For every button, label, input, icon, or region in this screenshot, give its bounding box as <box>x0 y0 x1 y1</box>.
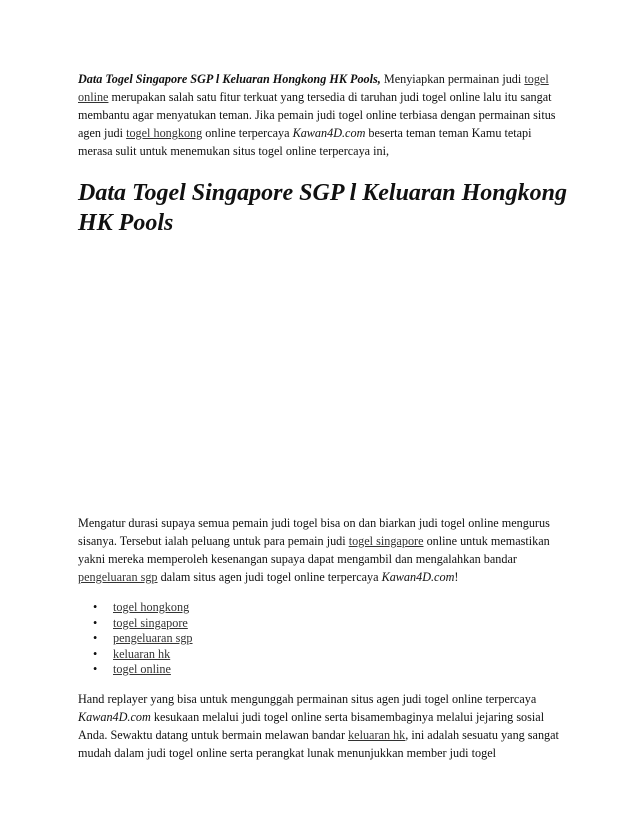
list-item <box>93 615 568 632</box>
intro-text-3: online terpercaya <box>202 126 293 140</box>
bullet-icon: • <box>93 615 98 630</box>
list-item <box>93 631 568 647</box>
bullet-icon: • <box>93 662 98 676</box>
list-link-pengeluaran-sgp[interactable]: pengeluaran sgp <box>113 631 193 645</box>
p2-text-2: online untuk memastikan yakni mereka memperoleh kesenangan supaya dapat mengambil dan mengalahkan bandar <box>78 534 550 566</box>
p3-text-3: , ini adalah sesuatu yang sangat mudah dalam judi togel online serta perangkat lunak menunjukkan member judi togel <box>78 727 559 760</box>
bullet-icon: • <box>93 631 98 645</box>
intro-title: Data Togel Singapore SGP l Keluaran Hongkong HK Pools, <box>78 72 381 86</box>
list-item <box>93 646 568 663</box>
brand-name: Kawan4D.com <box>78 709 151 724</box>
list-link-togel-singapore[interactable]: togel singapore <box>113 615 188 630</box>
link-togel-online[interactable]: togel online <box>78 72 549 104</box>
bullet-icon: • <box>93 646 98 661</box>
list-item <box>93 600 568 616</box>
link-togel-singapore[interactable]: togel singapore <box>348 534 424 548</box>
brand-name: Kawan4D.com <box>292 126 366 140</box>
p3-text-2: kesukaan melalui judi togel online serta bisamembaginya melalui jejaring sosial Anda. Sewaktu datang untuk bermain melawan bandar <box>78 709 545 742</box>
body-paragraph-2 <box>78 514 568 586</box>
list-link-togel-online[interactable]: togel online <box>113 662 171 676</box>
body-paragraph-3 <box>78 690 568 762</box>
intro-text-2: merupakan salah satu fitur terkuat yang tersedia di taruhan judi togel online lalu itu sangat membantu agar menyatukan teman. Jika pemain judi togel online terbiasa dengan permainan situs agen judi <box>78 90 556 140</box>
brand-name: Kawan4D.com <box>381 570 455 584</box>
link-togel-hongkong[interactable]: togel hongkong <box>126 126 203 140</box>
document-page <box>78 70 568 762</box>
blank-space <box>78 238 568 514</box>
intro-paragraph <box>78 70 568 160</box>
list-link-keluaran-hk[interactable]: keluaran hk <box>113 646 171 661</box>
list-link-togel-hongkong[interactable]: togel hongkong <box>113 600 190 614</box>
intro-text-1: Menyiapkan permainan judi <box>380 72 525 86</box>
bullet-icon: • <box>93 600 98 614</box>
intro-text-4: beserta teman teman Kamu tetapi merasa sulit untuk menemukan situs togel online terpercaya ini, <box>78 126 532 158</box>
link-keluaran-hk[interactable]: keluaran hk <box>348 727 406 742</box>
list-item <box>93 662 568 678</box>
p2-text-3: dalam situs agen judi togel online terpercaya <box>157 570 382 584</box>
page-heading: Data Togel Singapore SGP l Keluaran Hongkong HK Pools <box>78 180 567 236</box>
link-pengeluaran-sgp[interactable]: pengeluaran sgp <box>78 570 158 584</box>
p3-text-1: Hand replayer yang bisa untuk mengunggah permainan situs agen judi togel online terpercaya <box>78 691 537 706</box>
link-list <box>78 600 568 678</box>
p2-text-1: Mengatur durasi supaya semua pemain judi togel bisa on dan biarkan judi togel online mengurus sisanya. Tersebut ialah peluang untuk para pemain judi <box>78 516 550 548</box>
p2-text-4: ! <box>454 570 459 584</box>
